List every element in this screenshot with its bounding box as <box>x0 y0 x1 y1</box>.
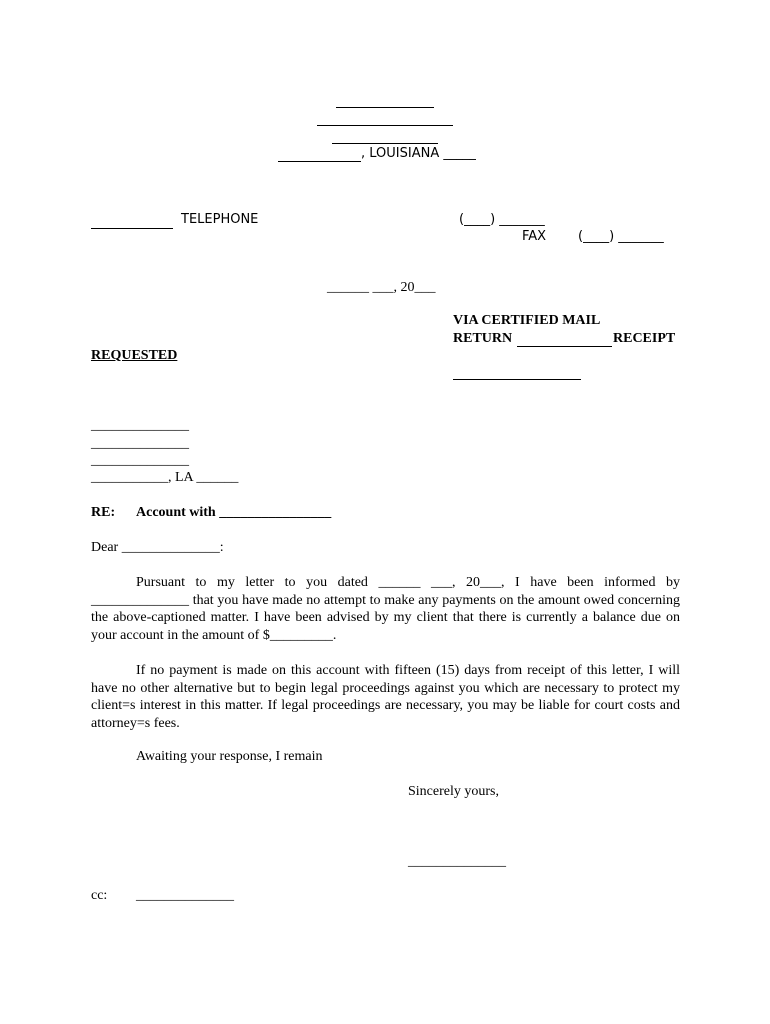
signature-line: ______________ <box>408 854 506 869</box>
letterhead-city-state: , LOUISIANA _____ <box>361 146 476 161</box>
cc-label: cc: <box>91 888 108 903</box>
requested-word: REQUESTED <box>91 348 178 363</box>
recipient-company: ______________ <box>91 436 189 451</box>
receipt-word: RECEIPT <box>613 331 676 346</box>
delivery-method: VIA CERTIFIED MAIL <box>453 313 601 328</box>
return-word: RETURN <box>453 331 513 346</box>
fax-value: (____) _______ <box>578 229 664 244</box>
telephone-label: TELEPHONE <box>181 212 259 227</box>
body-paragraph-1 <box>91 574 680 644</box>
letterhead-address-line <box>317 125 453 126</box>
letterhead-street-line <box>332 143 438 144</box>
recipient-name: ______________ <box>91 418 189 433</box>
paragraph-text: Pursuant to my letter to you dated ______ ___, 20___, I have been informed by ______________ that you have made no attempt to make any payments on the amount owed concerning the above-captioned matter. I have been advised by my client that there is currently a balance due on your account in the amount of $_________. <box>91 575 680 643</box>
phone-label-line <box>91 228 173 229</box>
salutation: Dear ______________: <box>91 540 224 555</box>
recipient-street: ______________ <box>91 453 189 468</box>
re-subject: Account with ________________ <box>136 505 332 520</box>
cc-value: ______________ <box>136 888 234 903</box>
sign-off: Sincerely yours, <box>408 784 499 799</box>
body-paragraph-2 <box>91 662 680 732</box>
letterhead-city-line <box>278 161 361 162</box>
letterhead-name-line <box>336 107 434 108</box>
recipient-city-state: ___________, LA ______ <box>91 470 239 485</box>
paragraph-text: If no payment is made on this account with fifteen (15) days from receipt of this letter, I will have no other alternative but to begin legal proceedings against you which are necessary to protect my client=s interest in this matter. If legal proceedings are necessary, you may be liable for court costs and attorney=s fees. <box>91 663 680 731</box>
re-label: RE: <box>91 505 116 520</box>
date-line: ______ ___, 20___ <box>327 280 436 295</box>
delivery-underline <box>453 379 581 380</box>
return-receipt-gap-line <box>517 346 612 347</box>
telephone-value: (____) _______ <box>459 212 545 227</box>
closing-line: Awaiting your response, I remain <box>136 749 323 764</box>
fax-label: FAX <box>522 229 547 244</box>
